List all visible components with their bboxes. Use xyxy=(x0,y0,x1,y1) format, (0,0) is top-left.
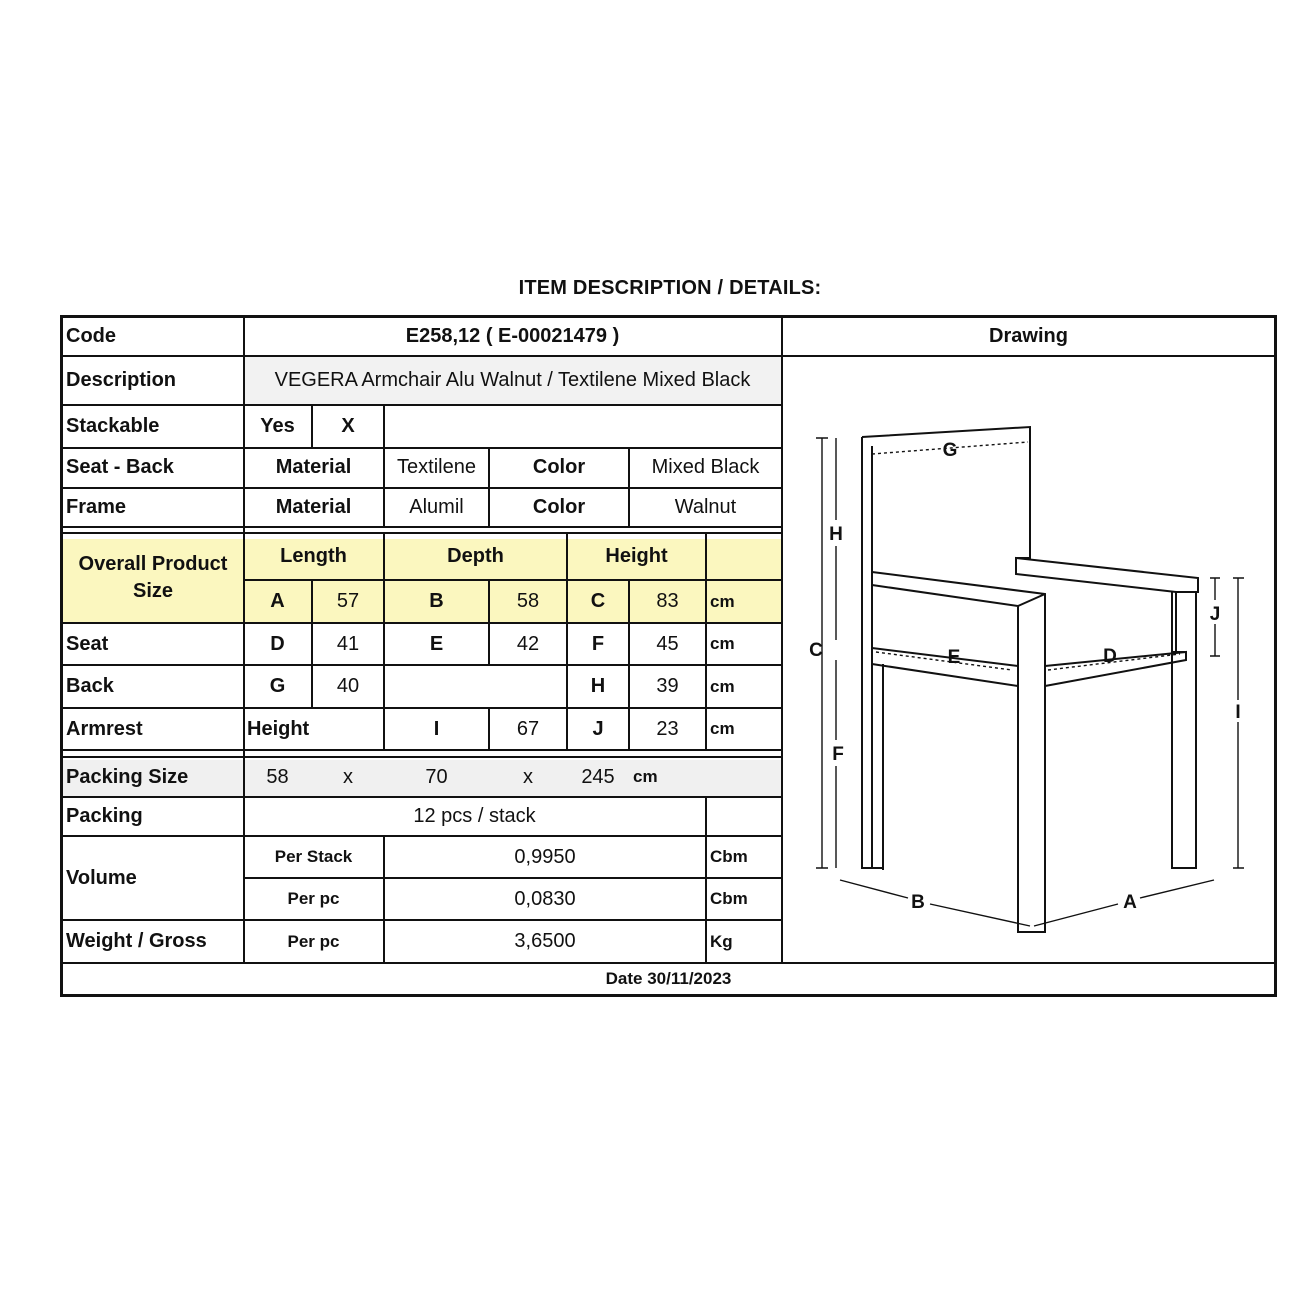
dim-f-letter: F xyxy=(591,632,605,655)
packing-size-label: Packing Size xyxy=(66,765,189,788)
frame-material: Alumil xyxy=(409,495,464,518)
weight-value: 3,6500 xyxy=(514,930,576,952)
dim-g-value: 40 xyxy=(336,675,360,697)
dim-g-letter: G xyxy=(269,675,286,697)
packing-label: Packing xyxy=(66,805,143,827)
page-title: ITEM DESCRIPTION / DETAILS: xyxy=(518,277,822,299)
frame-label: Frame xyxy=(66,495,127,518)
stackable-mark: X xyxy=(341,414,355,437)
dim-c-value: 83 xyxy=(656,590,679,612)
drawing-label-f: F xyxy=(832,744,844,765)
armrest-unit: cm xyxy=(710,719,735,738)
dim-c-letter: C xyxy=(590,590,606,612)
drawing-label-a: A xyxy=(1123,892,1137,913)
armrest-height-label: Height xyxy=(247,717,310,740)
packing-size-x2: x xyxy=(523,765,533,788)
dim-i-value: 67 xyxy=(516,717,540,740)
drawing-label-h: H xyxy=(829,524,843,545)
packing-size-x1: x xyxy=(343,765,353,788)
packing-size-unit: cm xyxy=(633,767,658,786)
back-unit: cm xyxy=(710,676,735,696)
date-footer: Date 30/11/2023 xyxy=(605,969,732,988)
weight-per-pc-label: Per pc xyxy=(287,931,340,951)
volume-per-pc-label: Per pc xyxy=(287,889,340,908)
drawing-label-d: D xyxy=(1103,646,1117,667)
dim-d-letter: D xyxy=(270,632,285,655)
dim-f-value: 45 xyxy=(656,632,679,655)
stackable-yes: Yes xyxy=(260,414,295,437)
volume-per-stack-label: Per Stack xyxy=(274,847,353,866)
length-label: Length xyxy=(280,545,347,567)
volume-per-pc: 0,0830 xyxy=(514,887,576,910)
seat-back-label: Seat - Back xyxy=(66,456,174,478)
drawing-header: Drawing xyxy=(989,325,1068,347)
weight-unit: Kg xyxy=(710,931,733,951)
drawing-label-c: C xyxy=(809,640,823,661)
chair-drawing xyxy=(780,355,1276,960)
armrest-label: Armrest xyxy=(66,717,143,740)
description-value: VEGERA Armchair Alu Walnut / Textilene Mixed Black xyxy=(274,368,751,391)
seat-back-material: Textilene xyxy=(397,456,476,478)
row-divider xyxy=(63,526,782,528)
dim-i-letter: I xyxy=(433,717,440,740)
volume-label: Volume xyxy=(66,866,137,889)
seat-back-material-label: Material xyxy=(275,456,352,478)
depth-label: Depth xyxy=(447,545,504,567)
code-label: Code xyxy=(66,325,116,347)
seat-back-color: Mixed Black xyxy=(651,456,760,478)
description-label: Description xyxy=(66,368,177,391)
overall-unit: cm xyxy=(710,591,735,611)
overall-size-label: Overall Product Size xyxy=(78,553,228,602)
volume-per-stack-unit: Cbm xyxy=(710,847,748,866)
dim-j-value: 23 xyxy=(656,717,679,740)
dim-a-value: 57 xyxy=(336,590,360,612)
dim-e-letter: E xyxy=(429,632,444,655)
back-label: Back xyxy=(66,675,114,697)
seat-back-color-label: Color xyxy=(532,456,586,478)
volume-per-stack: 0,9950 xyxy=(514,845,576,868)
dim-a-letter: A xyxy=(270,590,285,612)
dim-j-letter: J xyxy=(592,717,604,740)
packing-size-depth: 70 xyxy=(425,765,448,788)
drawing-label-b: B xyxy=(911,892,925,913)
stackable-label: Stackable xyxy=(66,414,160,437)
dim-d-value: 41 xyxy=(336,632,360,655)
drawing-label-e: E xyxy=(947,647,961,668)
frame-material-label: Material xyxy=(275,495,352,518)
frame-color-label: Color xyxy=(532,495,586,518)
frame-color: Walnut xyxy=(674,495,737,518)
drawing-label-j: J xyxy=(1209,604,1221,625)
height-label: Height xyxy=(605,545,668,567)
dim-h-letter: H xyxy=(590,675,606,697)
row-divider xyxy=(63,749,782,751)
dim-h-value: 39 xyxy=(656,675,679,697)
weight-label: Weight / Gross xyxy=(66,930,207,952)
volume-per-pc-unit: Cbm xyxy=(710,889,748,908)
drawing-label-g: G xyxy=(942,440,958,461)
packing-size-length: 58 xyxy=(266,765,289,788)
seat-label: Seat xyxy=(66,632,109,655)
dim-e-value: 42 xyxy=(516,632,540,655)
dim-b-letter: B xyxy=(429,590,444,612)
seat-unit: cm xyxy=(710,634,735,653)
packing-size-height: 245 xyxy=(581,765,615,788)
packing-value: 12 pcs / stack xyxy=(413,805,536,827)
code-value: E258,12 ( E-00021479 ) xyxy=(405,325,620,347)
dim-b-value: 58 xyxy=(516,590,540,612)
drawing-label-i: I xyxy=(1235,702,1241,723)
